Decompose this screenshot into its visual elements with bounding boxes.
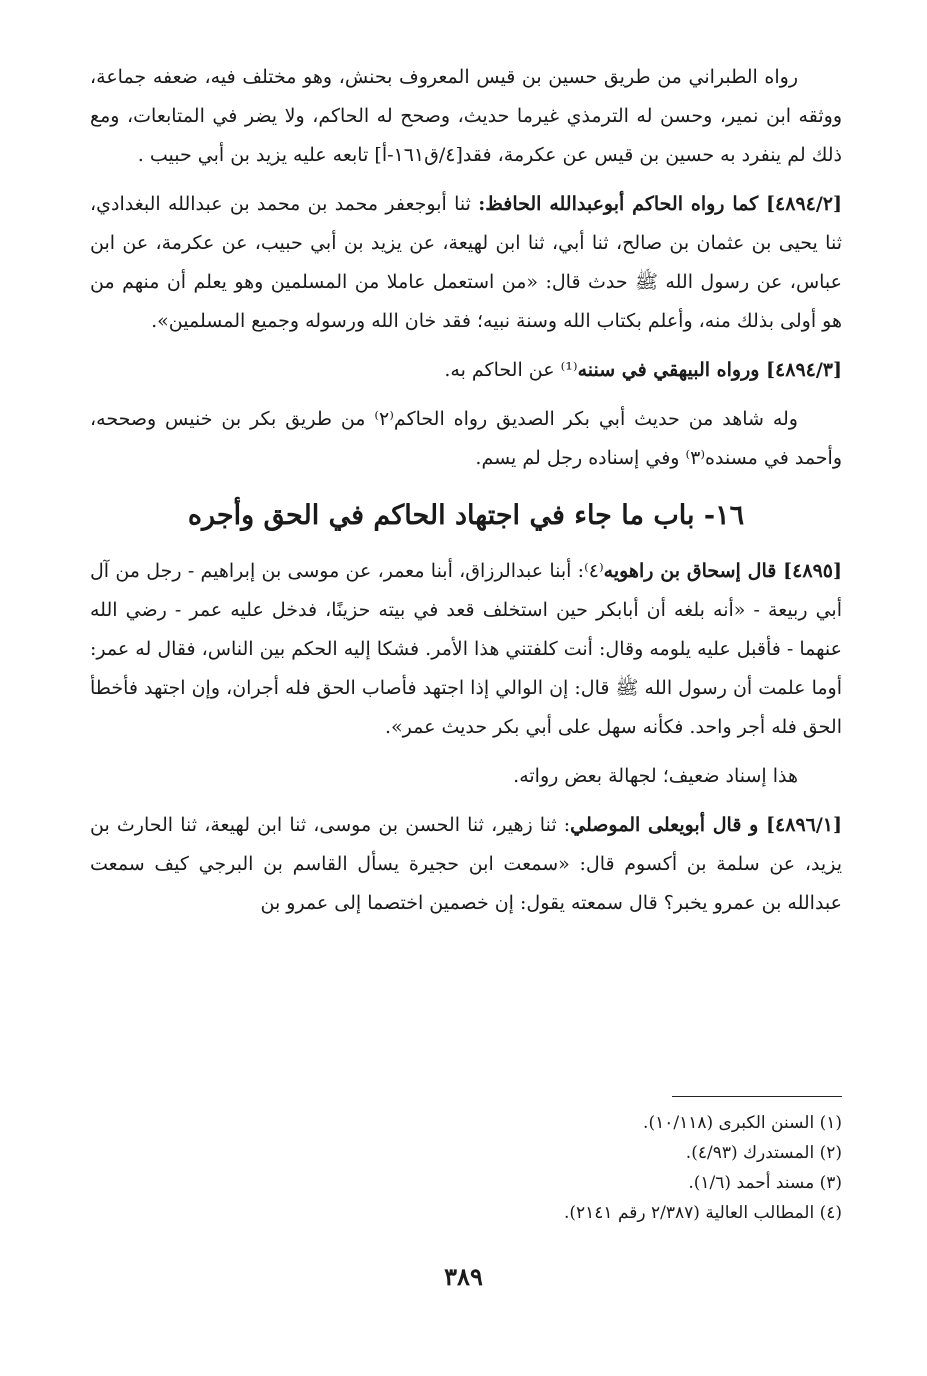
paragraph-hadith-4894-2	[90, 185, 842, 341]
paragraph-hadith-4895	[90, 552, 842, 747]
paragraph-hadith-4894-3	[90, 351, 842, 390]
paragraph-witness	[90, 400, 842, 478]
hadith-4894-3-ref: [٤٨٩٤/٣] ورواه البيهقي في سننه	[577, 359, 842, 381]
hadith-4895-ref: [٤٨٩٥] قال إسحاق بن راهويه	[603, 560, 842, 582]
chapter-heading: ١٦- باب ما جاء في اجتهاد الحاكم في الحق وأجره	[187, 500, 745, 531]
page-body	[90, 58, 842, 933]
paragraph-1	[90, 58, 842, 175]
isnad-note-text: هذا إسناد ضعيف؛ لجهالة بعض رواته.	[513, 765, 798, 787]
paragraph-hadith-4896-1	[90, 806, 842, 923]
footnote-3: (٣) مسند أحمد (١/٦).	[688, 1173, 842, 1193]
paragraph-isnad-note	[90, 757, 842, 796]
paragraph-1-text: رواه الطبراني من طريق حسين بن قيس المعروف بحنش، وهو مختلف فيه، ضعفه جماعة، ووثقه ابن نمير، وحسن له الترمذي غيرما حديث، وصحح له الحاكم، ولا يضر في المتابعات، ومع ذلك لم ينفرد به حسين بن قيس عن عكرمة، فقد[٤/ق١٦١-أ] تابعه عليه يزيد بن أبي حبيب .	[90, 66, 842, 166]
hadith-4895-text: ⁽٤⁾: أبنا عبدالرزاق، أبنا معمر، عن موسى بن إبراهيم - رجل من آل أبي ربيعة - «أنه بلغه أن أبابكر حين استخلف قعد في بيته حزينًا، فدخل عليه عمر - رضي الله عنهما - فأقبل عليه يلومه وقال: أنت كلفتني هذا الأمر. فشكا إليه الحكم بين الناس، فقال له عمر: أوما علمت أن رسول الله ﷺ قال: إن الوالي إذا اجتهد فأصاب الحق فله أجران، وإن اجتهد فأخطأ الحق فله أجر واحد. فكأنه سهل على أبي بكر حديث عمر».	[90, 560, 842, 738]
footnote-4: (٤) المطالب العالية (٢/٣٨٧ رقم ٢١٤١).	[563, 1203, 842, 1223]
page-number: ٣٨٩	[444, 1262, 483, 1291]
footnote-1: (١) السنن الكبرى (١٠/١١٨).	[643, 1113, 842, 1133]
footnotes	[90, 1108, 842, 1228]
witness-text: وله شاهد من حديث أبي بكر الصديق رواه الحاكم⁽٢⁾ من طريق بكر بن خنيس وصححه، وأحمد في مسنده⁽٣⁾ وفي إسناده رجل لم يسم.	[90, 408, 842, 469]
hadith-4894-3-text: ⁽¹⁾ عن الحاكم به.	[444, 359, 578, 381]
hadith-4896-1-ref: [٤٨٩٦/١] و قال أبويعلى الموصلي	[570, 814, 842, 836]
footnote-2: (٢) المستدرك (٤/٩٣).	[685, 1143, 842, 1163]
hadith-4894-2-text: ثنا أبوجعفر محمد بن محمد بن عبدالله البغدادي، ثنا يحيى بن عثمان بن صالح، ثنا أبي، ثنا ابن لهيعة، عن يزيد بن أبي حبيب، عن عكرمة، عن ابن عباس، عن رسول الله ﷺ حدث قال: «من استعمل عاملا من المسلمين وهو يعلم أن منهم من هو أولى بذلك منه، وأعلم بكتاب الله وسنة نبيه؛ فقد خان الله ورسوله وجميع المسلمين».	[90, 193, 842, 332]
footnote-separator	[672, 1096, 842, 1097]
hadith-4896-1-text: : ثنا زهير، ثنا الحسن بن موسى، ثنا ابن لهيعة، ثنا الحارث بن يزيد، عن سلمة بن أكسوم قال: «سمعت ابن حجيرة يسأل القاسم بن البرجي كيف سمعت عبدالله بن عمرو يخبر؟ قال سمعته يقول: إن خصمين اختصما إلى عمرو بن	[90, 814, 842, 914]
hadith-4894-2-ref: [٤٨٩٤/٢] كما رواه الحاكم أبوعبدالله الحافظ:	[478, 193, 842, 215]
